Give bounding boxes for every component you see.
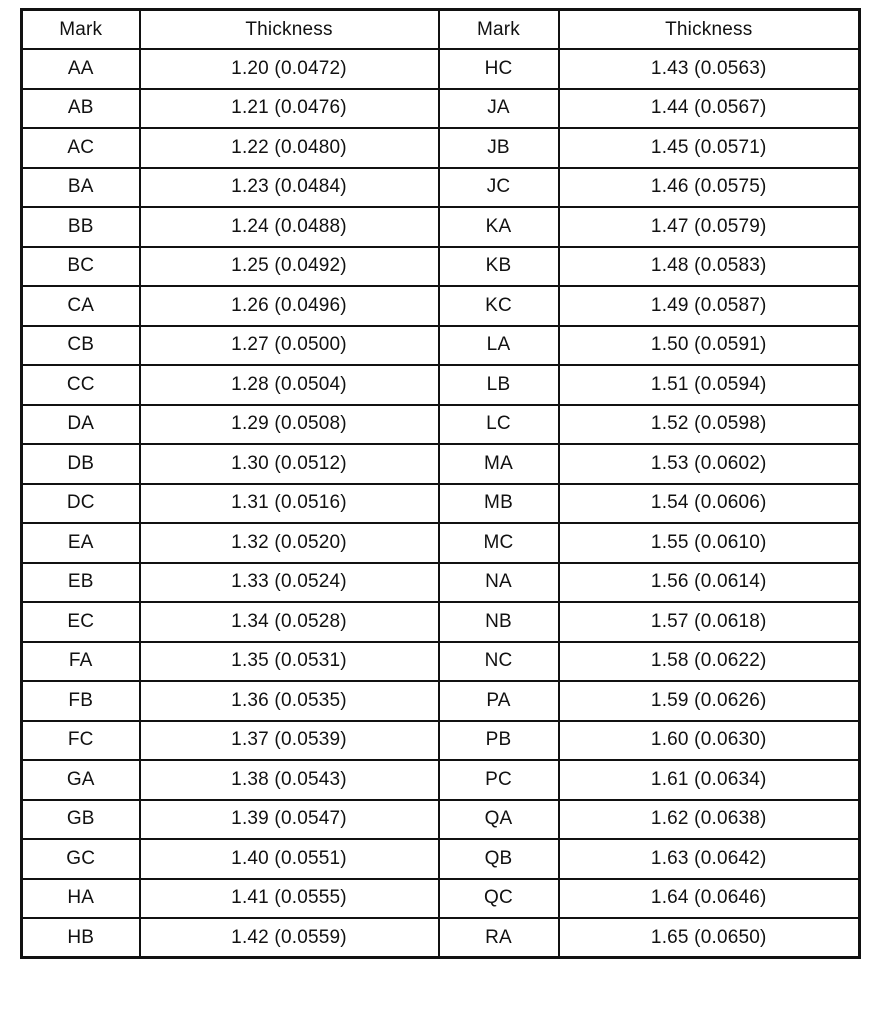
cell-thickness-right: 1.59 (0.0626) [559,681,860,721]
table-row [22,484,860,524]
cell-thickness-right: 1.53 (0.0602) [559,444,860,484]
header-thickness-right: Thickness [559,10,860,50]
cell-mark-left: FC [22,721,140,761]
cell-mark-left: EB [22,563,140,603]
table-row [22,128,860,168]
cell-thickness-right: 1.45 (0.0571) [559,128,860,168]
cell-mark-left: HA [22,879,140,919]
table-row [22,721,860,761]
table-row [22,523,860,563]
cell-thickness-right: 1.44 (0.0567) [559,89,860,129]
cell-thickness-left: 1.22 (0.0480) [140,128,439,168]
cell-thickness-right: 1.51 (0.0594) [559,365,860,405]
cell-thickness-right: 1.57 (0.0618) [559,602,860,642]
cell-thickness-left: 1.39 (0.0547) [140,800,439,840]
cell-mark-right: LC [439,405,559,445]
cell-mark-left: HB [22,918,140,958]
cell-thickness-left: 1.23 (0.0484) [140,168,439,208]
cell-thickness-left: 1.25 (0.0492) [140,247,439,287]
cell-thickness-right: 1.63 (0.0642) [559,839,860,879]
table-row [22,602,860,642]
cell-mark-right: NB [439,602,559,642]
cell-mark-right: QA [439,800,559,840]
header-thickness-left: Thickness [140,10,439,50]
cell-thickness-right: 1.61 (0.0634) [559,760,860,800]
cell-thickness-left: 1.20 (0.0472) [140,49,439,89]
cell-mark-left: CB [22,326,140,366]
cell-mark-left: AA [22,49,140,89]
cell-mark-right: PA [439,681,559,721]
cell-mark-right: MC [439,523,559,563]
cell-thickness-right: 1.58 (0.0622) [559,642,860,682]
cell-thickness-left: 1.36 (0.0535) [140,681,439,721]
table-row [22,839,860,879]
cell-thickness-left: 1.41 (0.0555) [140,879,439,919]
cell-thickness-left: 1.32 (0.0520) [140,523,439,563]
table-row [22,286,860,326]
cell-mark-left: DB [22,444,140,484]
table-body [22,49,860,958]
cell-thickness-left: 1.28 (0.0504) [140,365,439,405]
cell-thickness-left: 1.31 (0.0516) [140,484,439,524]
cell-mark-left: FB [22,681,140,721]
cell-thickness-left: 1.21 (0.0476) [140,89,439,129]
cell-thickness-left: 1.27 (0.0500) [140,326,439,366]
table-row [22,800,860,840]
thickness-table [20,8,861,959]
cell-thickness-right: 1.62 (0.0638) [559,800,860,840]
table-row [22,879,860,919]
cell-mark-right: KA [439,207,559,247]
cell-mark-right: MA [439,444,559,484]
cell-thickness-right: 1.52 (0.0598) [559,405,860,445]
cell-mark-right: KC [439,286,559,326]
cell-mark-right: RA [439,918,559,958]
cell-mark-right: NC [439,642,559,682]
cell-mark-left: EC [22,602,140,642]
cell-thickness-right: 1.54 (0.0606) [559,484,860,524]
table-header-row [22,10,860,50]
cell-thickness-right: 1.60 (0.0630) [559,721,860,761]
table-row [22,89,860,129]
cell-thickness-left: 1.26 (0.0496) [140,286,439,326]
cell-mark-left: DC [22,484,140,524]
cell-mark-left: CA [22,286,140,326]
cell-mark-left: EA [22,523,140,563]
cell-mark-left: FA [22,642,140,682]
cell-mark-left: GA [22,760,140,800]
table-row [22,168,860,208]
cell-mark-right: QB [439,839,559,879]
thickness-table-container [20,8,858,959]
cell-mark-right: JB [439,128,559,168]
cell-thickness-right: 1.65 (0.0650) [559,918,860,958]
table-row [22,365,860,405]
cell-mark-right: QC [439,879,559,919]
cell-mark-left: BB [22,207,140,247]
table-row [22,247,860,287]
cell-thickness-left: 1.40 (0.0551) [140,839,439,879]
cell-thickness-left: 1.30 (0.0512) [140,444,439,484]
table-row [22,49,860,89]
cell-mark-left: BA [22,168,140,208]
cell-thickness-right: 1.47 (0.0579) [559,207,860,247]
cell-mark-right: LB [439,365,559,405]
cell-mark-right: LA [439,326,559,366]
cell-thickness-right: 1.64 (0.0646) [559,879,860,919]
cell-thickness-left: 1.29 (0.0508) [140,405,439,445]
cell-mark-right: KB [439,247,559,287]
cell-thickness-right: 1.56 (0.0614) [559,563,860,603]
cell-mark-left: BC [22,247,140,287]
cell-thickness-right: 1.55 (0.0610) [559,523,860,563]
cell-mark-right: PB [439,721,559,761]
cell-thickness-left: 1.24 (0.0488) [140,207,439,247]
cell-mark-left: GB [22,800,140,840]
cell-mark-right: MB [439,484,559,524]
cell-thickness-right: 1.43 (0.0563) [559,49,860,89]
cell-thickness-right: 1.49 (0.0587) [559,286,860,326]
table-row [22,326,860,366]
cell-thickness-left: 1.34 (0.0528) [140,602,439,642]
header-mark-right: Mark [439,10,559,50]
table-row [22,207,860,247]
table-row [22,918,860,958]
cell-thickness-left: 1.42 (0.0559) [140,918,439,958]
cell-mark-right: JA [439,89,559,129]
table-row [22,681,860,721]
cell-mark-right: JC [439,168,559,208]
cell-mark-left: AC [22,128,140,168]
cell-thickness-left: 1.35 (0.0531) [140,642,439,682]
cell-thickness-left: 1.33 (0.0524) [140,563,439,603]
cell-thickness-right: 1.50 (0.0591) [559,326,860,366]
cell-thickness-right: 1.48 (0.0583) [559,247,860,287]
cell-mark-right: HC [439,49,559,89]
header-mark-left: Mark [22,10,140,50]
cell-mark-left: AB [22,89,140,129]
cell-thickness-left: 1.38 (0.0543) [140,760,439,800]
table-row [22,444,860,484]
table-row [22,760,860,800]
cell-thickness-right: 1.46 (0.0575) [559,168,860,208]
cell-mark-left: GC [22,839,140,879]
cell-mark-left: DA [22,405,140,445]
cell-mark-left: CC [22,365,140,405]
table-row [22,642,860,682]
cell-mark-right: NA [439,563,559,603]
cell-thickness-left: 1.37 (0.0539) [140,721,439,761]
table-row [22,563,860,603]
cell-mark-right: PC [439,760,559,800]
table-row [22,405,860,445]
